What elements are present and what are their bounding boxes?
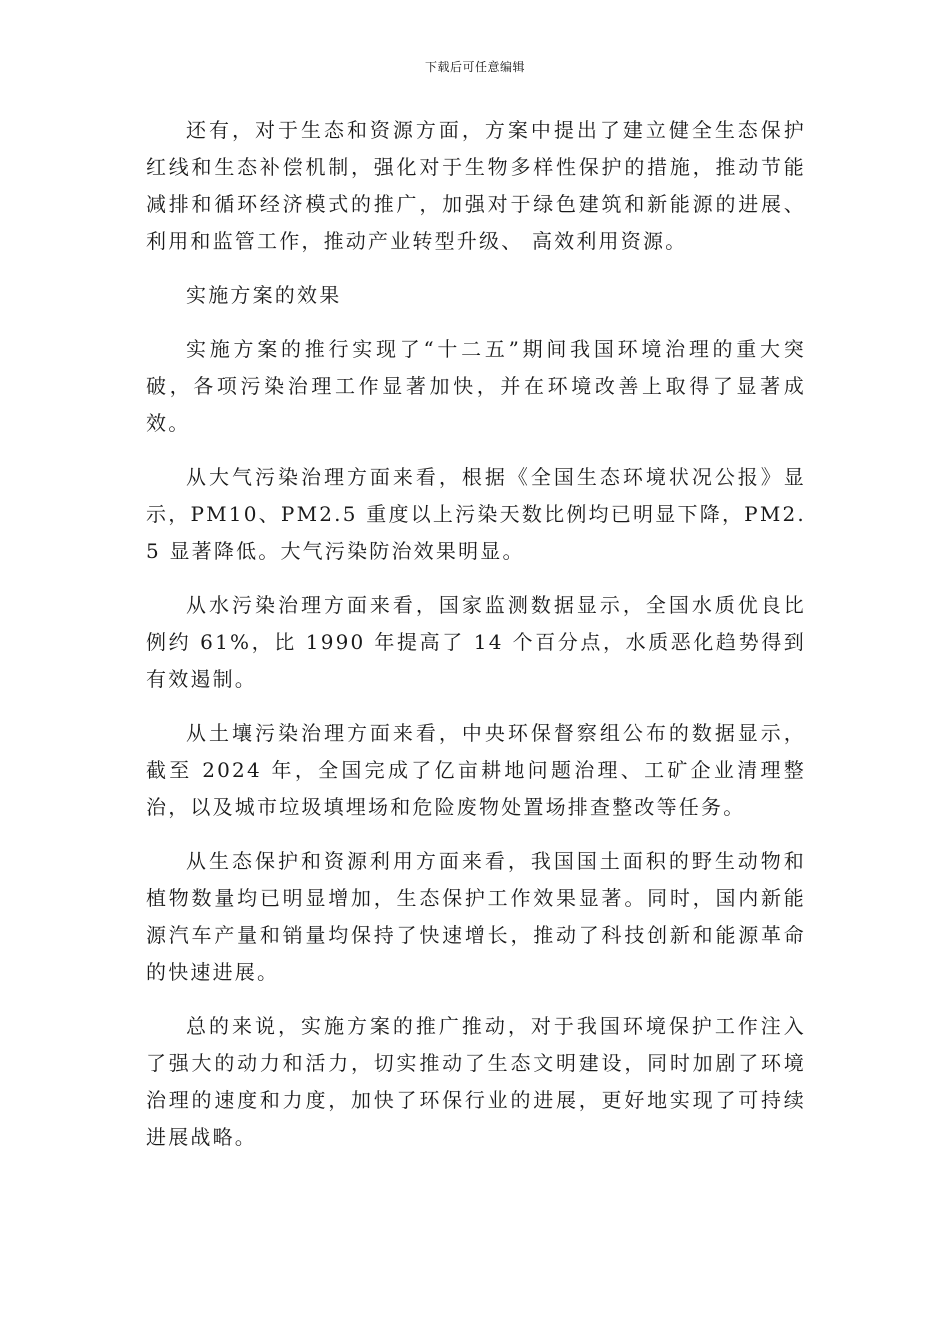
page-header-note: 下载后可任意编辑 <box>424 60 525 74</box>
section-heading-effects: 实施方案的效果 <box>186 283 342 307</box>
document-body <box>146 112 806 1173</box>
paragraph-ecological-protection: 从生态保护和资源利用方面来看，我国国土面积的野生动物和植物数量均已明显增加，生态保护工作效果显著。同时，国内新能源汽车产量和销量均保持了快速增长，推动了科技创新和能源革命的快速进展。 <box>146 849 806 984</box>
paragraph-water-pollution: 从水污染治理方面来看，国家监测数据显示，全国水质优良比例约 61%，比 1990 年提高了 14 个百分点，水质恶化趋势得到有效遏制。 <box>146 593 806 691</box>
paragraph-conclusion: 总的来说，实施方案的推广推动，对于我国环境保护工作注入了强大的动力和活力，切实推动了生态文明建设，同时加剧了环境治理的速度和力度，加快了环保行业的进展，更好地实现了可持续进展战略。 <box>146 1014 806 1149</box>
paragraph-soil-pollution: 从土壤污染治理方面来看，中央环保督察组公布的数据显示，截至 2024 年，全国完成了亿亩耕地问题治理、工矿企业清理整治，以及城市垃圾填埋场和危险废物处置场排查整改等任务。 <box>146 721 806 819</box>
paragraph-air-pollution: 从大气污染治理方面来看，根据《全国生态环境状况公报》显示，PM10、PM2.5 重度以上污染天数比例均已明显下降，PM2.5 显著降低。大气污染防治效果明显。 <box>146 465 806 563</box>
paragraph-effects-overview: 实施方案的推行实现了“十二五”期间我国环境治理的重大突破，各项污染治理工作显著加快，并在环境改善上取得了显著成效。 <box>146 337 806 435</box>
paragraph-ecology-resources: 还有，对于生态和资源方面，方案中提出了建立健全生态保护红线和生态补偿机制，强化对于生物多样性保护的措施，推动节能减排和循环经济模式的推广，加强对于绿色建筑和新能源的进展、利用和监管工作，推动产业转型升级、 高效利用资源。 <box>146 118 806 253</box>
